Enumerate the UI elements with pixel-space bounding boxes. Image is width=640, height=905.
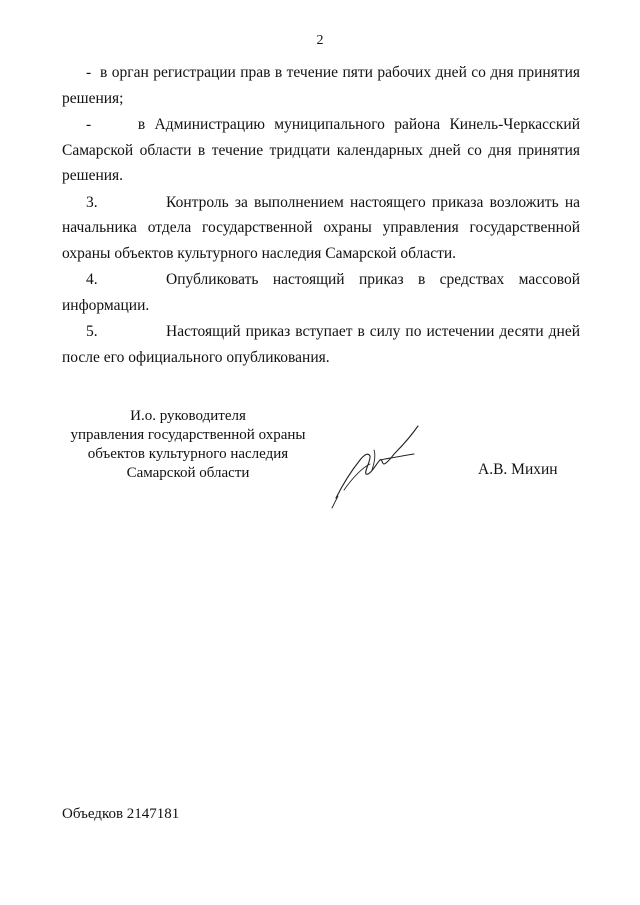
paragraph-text: Контроль за выполнением настоящего приказа возложить на начальника отдела государственной охраны управления государственной охраны объектов культурного наследия Самарской области. — [62, 193, 580, 262]
paragraph-text: Опубликовать настоящий приказ в средствах массовой информации. — [62, 271, 580, 314]
paragraph-administration — [62, 112, 580, 189]
paragraph-5-effective — [62, 319, 580, 370]
paragraph-text: Настоящий приказ вступает в силу по истечении десяти дней после его официального опубликования. — [62, 323, 580, 366]
signatory-title-line: И.о. руководителя — [130, 408, 246, 424]
handwritten-signature — [330, 420, 430, 510]
signatory-title-line: управления государственной охраны — [70, 427, 306, 443]
paragraph-text: в Администрацию муниципального района Кинель-Черкасский Самарской области в течение тридцати календарных дней со дня принятия решения. — [62, 116, 580, 184]
paragraph-text: в орган регистрации прав в течение пяти рабочих дней со дня принятия решения; — [62, 64, 581, 107]
signatory-title — [48, 407, 328, 483]
paragraph-marker: - — [86, 116, 92, 133]
signatory-name: А.В. Михин — [478, 461, 558, 478]
paragraph-number: 4. — [86, 271, 98, 288]
page-number: 2 — [316, 33, 324, 48]
paragraph-3-control — [62, 190, 580, 267]
signatory-title-line: объектов культурного наследия — [87, 446, 289, 462]
paragraph-4-publish — [62, 267, 580, 318]
paragraph-registration — [62, 60, 580, 111]
executor-note: Объедков 2147181 — [62, 806, 180, 822]
paragraph-number: 5. — [86, 323, 98, 340]
signatory-title-line: Самарской области — [126, 465, 250, 481]
paragraph-marker: - — [86, 64, 92, 81]
paragraph-number: 3. — [86, 193, 98, 211]
order-body — [62, 60, 580, 370]
